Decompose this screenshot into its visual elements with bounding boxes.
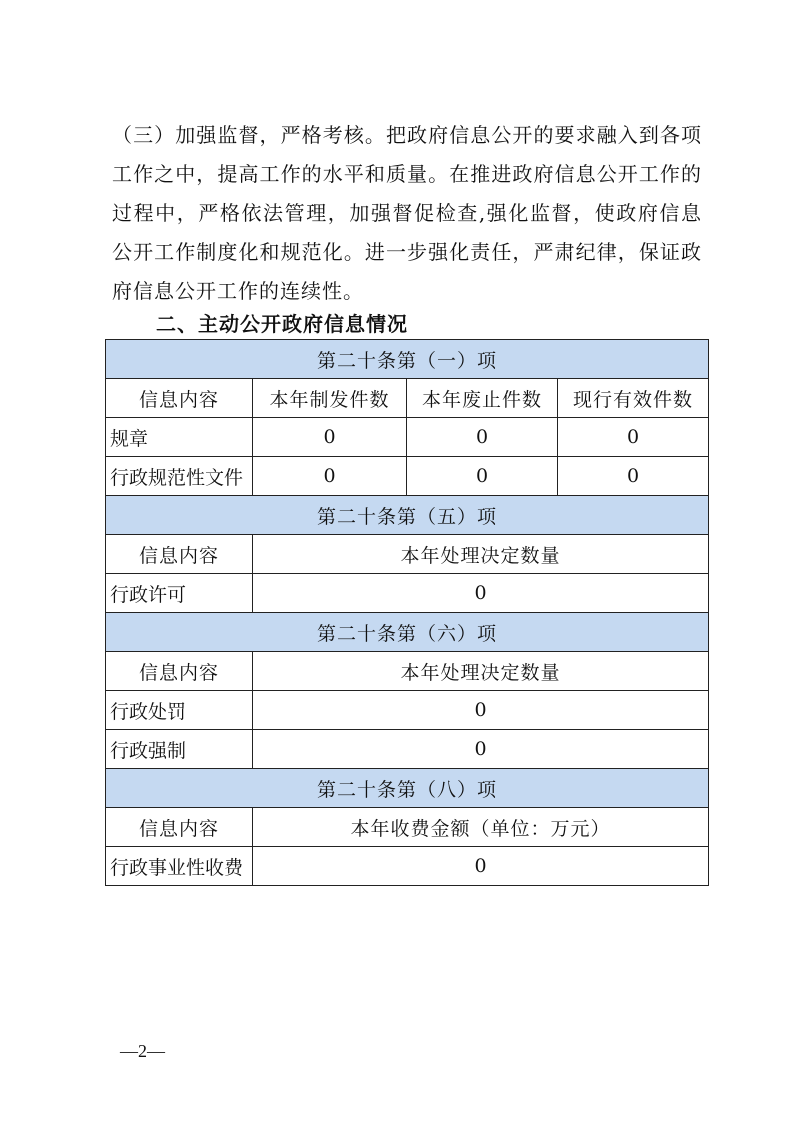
value-cell: 0	[253, 418, 407, 457]
header-cell: 信息内容	[106, 535, 253, 574]
row-label: 行政强制	[106, 730, 253, 769]
table-row	[106, 691, 709, 730]
value-cell: 0	[253, 691, 709, 730]
table-row	[106, 574, 709, 613]
table-row	[106, 847, 709, 886]
header-cell: 本年制发件数	[253, 379, 407, 418]
header-row	[106, 652, 709, 691]
table-row	[106, 457, 709, 496]
row-label: 行政许可	[106, 574, 253, 613]
value-cell: 0	[407, 418, 558, 457]
section-title-row	[106, 613, 709, 652]
section-heading: 二、主动公开政府信息情况	[156, 312, 408, 336]
value-cell: 0	[253, 574, 709, 613]
value-cell: 0	[253, 457, 407, 496]
table-row	[106, 730, 709, 769]
row-label: 规章	[106, 418, 253, 457]
value-cell: 0	[253, 847, 709, 886]
section-title: 第二十条第（一）项	[106, 340, 709, 379]
info-disclosure-table	[105, 339, 709, 886]
value-cell: 0	[407, 457, 558, 496]
row-label: 行政事业性收费	[106, 847, 253, 886]
section-title-row	[106, 769, 709, 808]
header-row	[106, 535, 709, 574]
section-title: 第二十条第（五）项	[106, 496, 709, 535]
header-cell: 本年收费金额（单位：万元）	[253, 808, 709, 847]
header-cell: 本年处理决定数量	[253, 652, 709, 691]
section-title: 第二十条第（八）项	[106, 769, 709, 808]
header-cell: 信息内容	[106, 652, 253, 691]
section-title: 第二十条第（六）项	[106, 613, 709, 652]
header-row	[106, 379, 709, 418]
header-cell: 本年处理决定数量	[253, 535, 709, 574]
page-number: —2—	[120, 1041, 165, 1061]
section-title-row	[106, 496, 709, 535]
value-cell: 0	[558, 457, 709, 496]
value-cell: 0	[558, 418, 709, 457]
header-cell: 信息内容	[106, 379, 253, 418]
header-row	[106, 808, 709, 847]
section-title-row	[106, 340, 709, 379]
body-paragraph: （三）加强监督，严格考核。把政府信息公开的要求融入到各项工作之中，提高工作的水平和质量。在推进政府信息公开工作的过程中，严格依法管理，加强督促检查,强化监督，使政府信息公开工作制度化和规范化。进一步强化责任，严肃纪律，保证政府信息公开工作的连续性。	[112, 123, 702, 303]
row-label: 行政规范性文件	[106, 457, 253, 496]
value-cell: 0	[253, 730, 709, 769]
row-label: 行政处罚	[106, 691, 253, 730]
header-cell: 本年废止件数	[407, 379, 558, 418]
header-cell: 现行有效件数	[558, 379, 709, 418]
header-cell: 信息内容	[106, 808, 253, 847]
table-row	[106, 418, 709, 457]
